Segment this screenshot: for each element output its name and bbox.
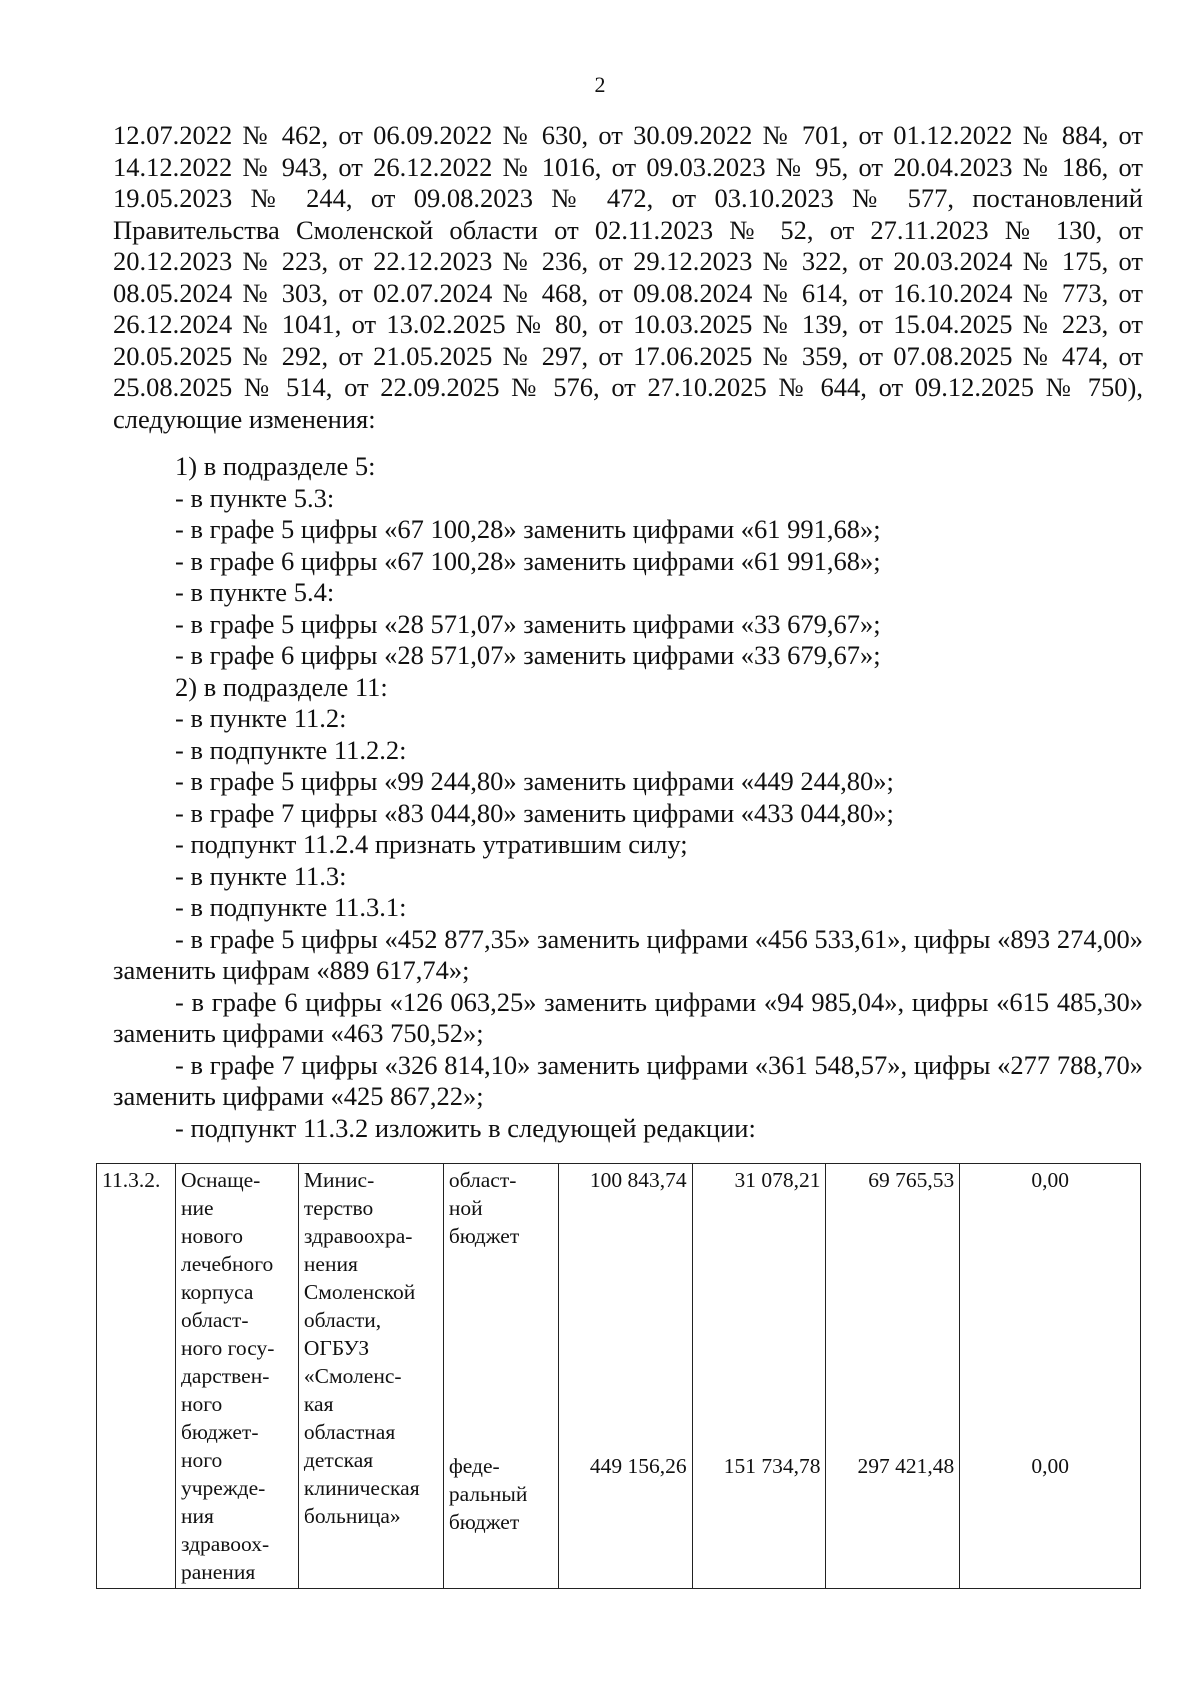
funding-source-regional: област- ной бюджет <box>448 1168 520 1248</box>
year1-regional: 31 078,21 <box>734 1168 821 1192</box>
list-item: - в пункте 11.2: <box>175 703 347 733</box>
list-item: - в графе 5 цифры «452 877,35» заменить цифрами «456 533,61», цифры «893 274,00» заменить цифрам «889 617,74»; <box>113 923 1143 985</box>
list-item: - в графе 7 цифры «326 814,10» заменить цифрами «361 548,57», цифры «277 788,70» заменить цифрами «425 867,22»; <box>113 1049 1143 1111</box>
year1-cell <box>692 1164 826 1589</box>
list-item: - в пункте 5.4: <box>175 577 335 607</box>
intro-text: 12.07.2022 № 462, от 06.09.2022 № 630, от 30.09.2022 № 701, от 01.12.2022 № 884, от 14.12.2022 № 943, от 26.12.2022 № 1016, от 09.03.2023 № 95, от 20.04.2023 № 186, от 19.05.2023 № 244, от 09.08.2023 № 472, от 03.10.2023 № 577, постановлений Правительства Смоленской области от 02.11.2023 № 52, от 27.11.2023 № 130, от 20.12.2023 № 223, от 22.12.2023 № 236, от 29.12.2023 № 322, от 20.03.2024 № 175, от 08.05.2024 № 303, от 02.07.2024 № 468, от 09.08.2024 № 614, от 16.10.2024 № 773, от 26.12.2024 № 1041, от 13.02.2025 № 80, от 10.03.2025 № 139, от 15.04.2025 № 223, от 20.05.2025 № 292, от 21.05.2025 № 297, от 17.06.2025 № 359, от 07.08.2025 № 474, от 25.08.2025 № 514, от 22.09.2025 № 576, от 27.10.2025 № 644, от 09.12.2025 № 750), следующие изменения: <box>113 120 1143 434</box>
list-item: - в графе 5 цифры «67 100,28» заменить цифрами «61 991,68»; <box>175 514 881 544</box>
year3-cell <box>960 1164 1141 1589</box>
list-item: - в графе 6 цифры «67 100,28» заменить цифрами «61 991,68»; <box>175 545 881 576</box>
intro-paragraph <box>113 120 1143 435</box>
item-name-cell: Оснаще- ние нового лечебного корпуса област- ного госу- дарствен- ного бюджет- ного учрежде- ния здравоох- ранения <box>175 1164 298 1589</box>
total-federal: 449 156,26 <box>589 1454 687 1478</box>
total-regional: 100 843,74 <box>589 1168 687 1192</box>
page-number: 2 <box>594 72 606 97</box>
total-cell <box>558 1164 692 1589</box>
list-item: - в подпункте 11.2.2: <box>175 734 407 765</box>
item-number-cell: 11.3.2. <box>97 1164 176 1589</box>
list-item: - в пункте 11.3: <box>175 860 347 891</box>
year2-cell <box>826 1164 960 1589</box>
executor-cell: Минис- терство здравоохра- нения Смоленской области, ОГБУЗ «Смоленс- кая областная детская клиническая больница» <box>298 1164 443 1589</box>
list-item: - в подпункте 11.3.1: <box>175 892 407 922</box>
year3-federal: 0,00 <box>1031 1454 1069 1478</box>
list-item: - подпункт 11.3.2 изложить в следующей редакции: <box>175 1112 756 1143</box>
year3-regional: 0,00 <box>1031 1168 1069 1192</box>
list-item: - подпункт 11.2.4 признать утратившим силу; <box>175 829 688 859</box>
list-item: - в графе 5 цифры «99 244,80» заменить цифрами «449 244,80»; <box>175 766 894 796</box>
year2-regional: 69 765,53 <box>868 1168 955 1192</box>
year2-federal: 297 421,48 <box>857 1454 955 1478</box>
table-row <box>97 1164 1141 1589</box>
list-item: - в пункте 5.3: <box>175 482 335 513</box>
funding-source-federal: феде- ральный бюджет <box>448 1454 528 1534</box>
list-item: - в графе 7 цифры «83 044,80» заменить цифрами «433 044,80»; <box>175 797 894 828</box>
list-item: - в графе 6 цифры «28 571,07» заменить цифрами «33 679,67»; <box>175 640 881 670</box>
list-item: - в графе 6 цифры «126 063,25» заменить цифрами «94 985,04», цифры «615 485,30» заменить цифрами «463 750,52»; <box>113 986 1143 1048</box>
funding-source-cell <box>443 1164 558 1589</box>
amendments-list <box>113 451 1143 1144</box>
list-item: 1) в подразделе 5: <box>175 451 376 481</box>
program-table <box>96 1163 1141 1589</box>
list-item: - в графе 5 цифры «28 571,07» заменить цифрами «33 679,67»; <box>175 608 881 639</box>
list-item: 2) в подразделе 11: <box>175 671 388 702</box>
year1-federal: 151 734,78 <box>723 1454 821 1478</box>
